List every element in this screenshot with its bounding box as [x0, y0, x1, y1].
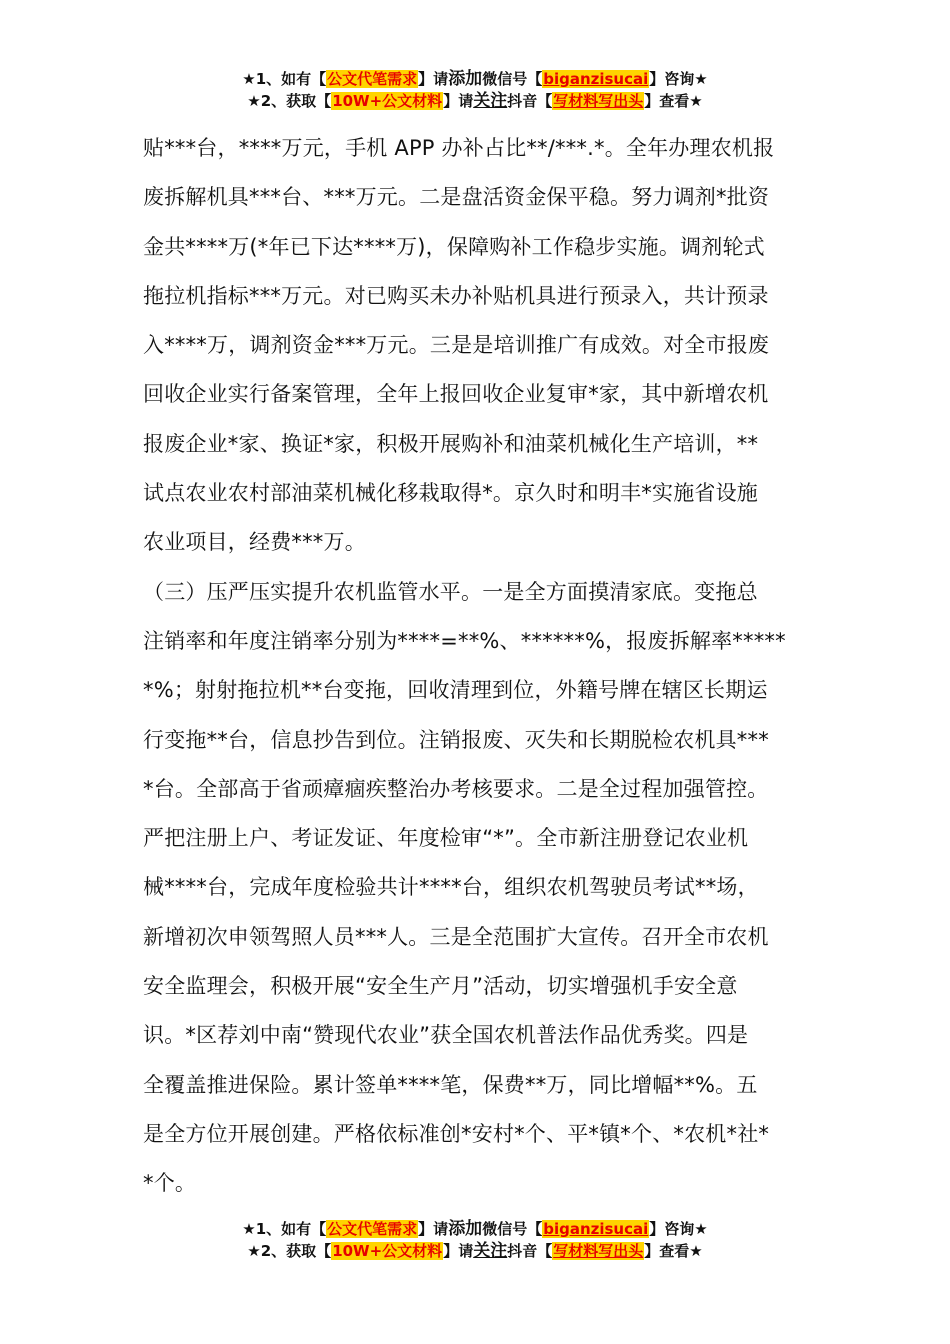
body-line: *%；射射拖拉机**台变拖，回收清理到位，外籍号牌在辖区长期运: [143, 678, 768, 703]
body-line: *台。全部高于省顽瘴痼疾整治办考核要求。二是全过程加强管控。: [143, 776, 769, 801]
body-line: 全覆盖推进保险。累计签单****笔，保费**万，同比增幅**%。五: [143, 1072, 758, 1097]
footer-line-2-suffix: 】查看★: [644, 1242, 703, 1260]
banner-highlight-materials: 10W+公文材料: [332, 92, 443, 110]
footer-banner-line-1: [0, 1218, 950, 1240]
body-line: 严把注册上户、考证发证、年度检审“*”。全市新注册登记农业机: [143, 826, 749, 851]
body-line: 识。*区荐刘中南“赞现代农业”获全国农机普法作品优秀奖。四是: [143, 1023, 749, 1048]
banner-line-2-emphasis: 关注: [473, 91, 508, 111]
footer-line-2-mid2: 抖音【: [507, 1242, 553, 1260]
body-line: 拖拉机指标***万元。对已购买未办补贴机具进行预录入，共计预录: [143, 283, 769, 308]
body-line: 是全方位开展创建。严格依标准创*安村*个、平*镇*个、*农机*社*: [143, 1121, 770, 1146]
footer-line-1-emphasis: 添加: [448, 1219, 483, 1239]
footer-douyin-account[interactable]: 写材料写出头: [553, 1242, 644, 1260]
footer-line-2-prefix: ★2、获取【: [247, 1242, 332, 1260]
banner-douyin-account[interactable]: 写材料写出头: [553, 92, 644, 110]
body-line: 新增初次申领驾照人员***人。三是全范围扩大宣传。召开全市农机: [143, 924, 769, 949]
banner-line-1-emphasis: 添加: [448, 69, 483, 89]
footer-line-2-emphasis: 关注: [473, 1241, 508, 1261]
document-body: [143, 124, 811, 1209]
banner-line-1: [0, 68, 950, 90]
banner-line-2-suffix: 】查看★: [644, 92, 703, 110]
body-line: 入****万，调剂资金***万元。三是是培训推广有成效。对全市报废: [143, 333, 770, 358]
section-heading-line: （三）压严压实提升农机监管水平。一是全方面摸清家底。变拖总: [143, 579, 758, 604]
banner-line-2-prefix: ★2、获取【: [247, 92, 332, 110]
body-line: 废拆解机具***台、***万元。二是盘活资金保平稳。努力调剂*批资: [143, 185, 770, 210]
footer-highlight-materials: 10W+公文材料: [332, 1242, 443, 1260]
footer-line-1-mid2: 微信号【: [482, 1220, 543, 1238]
footer-banner-line-2: [0, 1240, 950, 1262]
footer-line-1-suffix: 】咨询★: [649, 1220, 708, 1238]
body-line: 行变拖**台，信息抄告到位。注销报废、灭失和长期脱检农机具***: [143, 727, 769, 752]
footer-wechat-id[interactable]: biganzisucai: [543, 1220, 649, 1238]
banner-line-2: [0, 90, 950, 112]
body-line: 金共****万(*年已下达****万)，保障购补工作稳步实施。调剂轮式: [143, 234, 765, 259]
banner-line-1-prefix: ★1、如有【: [242, 70, 327, 88]
header-banner: [0, 68, 950, 112]
banner-line-1-mid2: 微信号【: [482, 70, 543, 88]
body-line: 安全监理会，积极开展“安全生产月”活动，切实增强机手安全意: [143, 974, 738, 999]
body-line: *个。: [143, 1171, 197, 1196]
body-line: 试点农业农村部油菜机械化移栽取得*。京久时和明丰*实施省设施: [143, 481, 758, 506]
banner-highlight-writing-service: 公文代笔需求: [327, 70, 418, 88]
body-line: 农业项目，经费***万。: [143, 530, 366, 555]
body-line: 械****台，完成年度检验共计****台，组织农机驾驶员考试**场，: [143, 875, 759, 900]
footer-banner: [0, 1218, 950, 1262]
banner-line-2-mid: 】请: [443, 92, 474, 110]
banner-line-1-suffix: 】咨询★: [649, 70, 708, 88]
body-line: 贴***台，****万元，手机 APP 办补占比**/***.*。全年办理农机报: [143, 136, 775, 160]
footer-line-1-mid: 】请: [418, 1220, 449, 1238]
banner-line-2-mid2: 抖音【: [507, 92, 553, 110]
body-line: 回收企业实行备案管理，全年上报回收企业复审*家，其中新增农机: [143, 382, 769, 407]
footer-line-2-mid: 】请: [443, 1242, 474, 1260]
body-line: 报废企业*家、换证*家，积极开展购补和油菜机械化生产培训，**: [143, 431, 759, 456]
footer-line-1-prefix: ★1、如有【: [242, 1220, 327, 1238]
banner-wechat-id[interactable]: biganzisucai: [543, 70, 649, 88]
body-line: 注销率和年度注销率分别为****=**%、******%，报废拆解率*****: [143, 628, 786, 653]
footer-highlight-writing-service: 公文代笔需求: [327, 1220, 418, 1238]
banner-line-1-mid: 】请: [418, 70, 449, 88]
